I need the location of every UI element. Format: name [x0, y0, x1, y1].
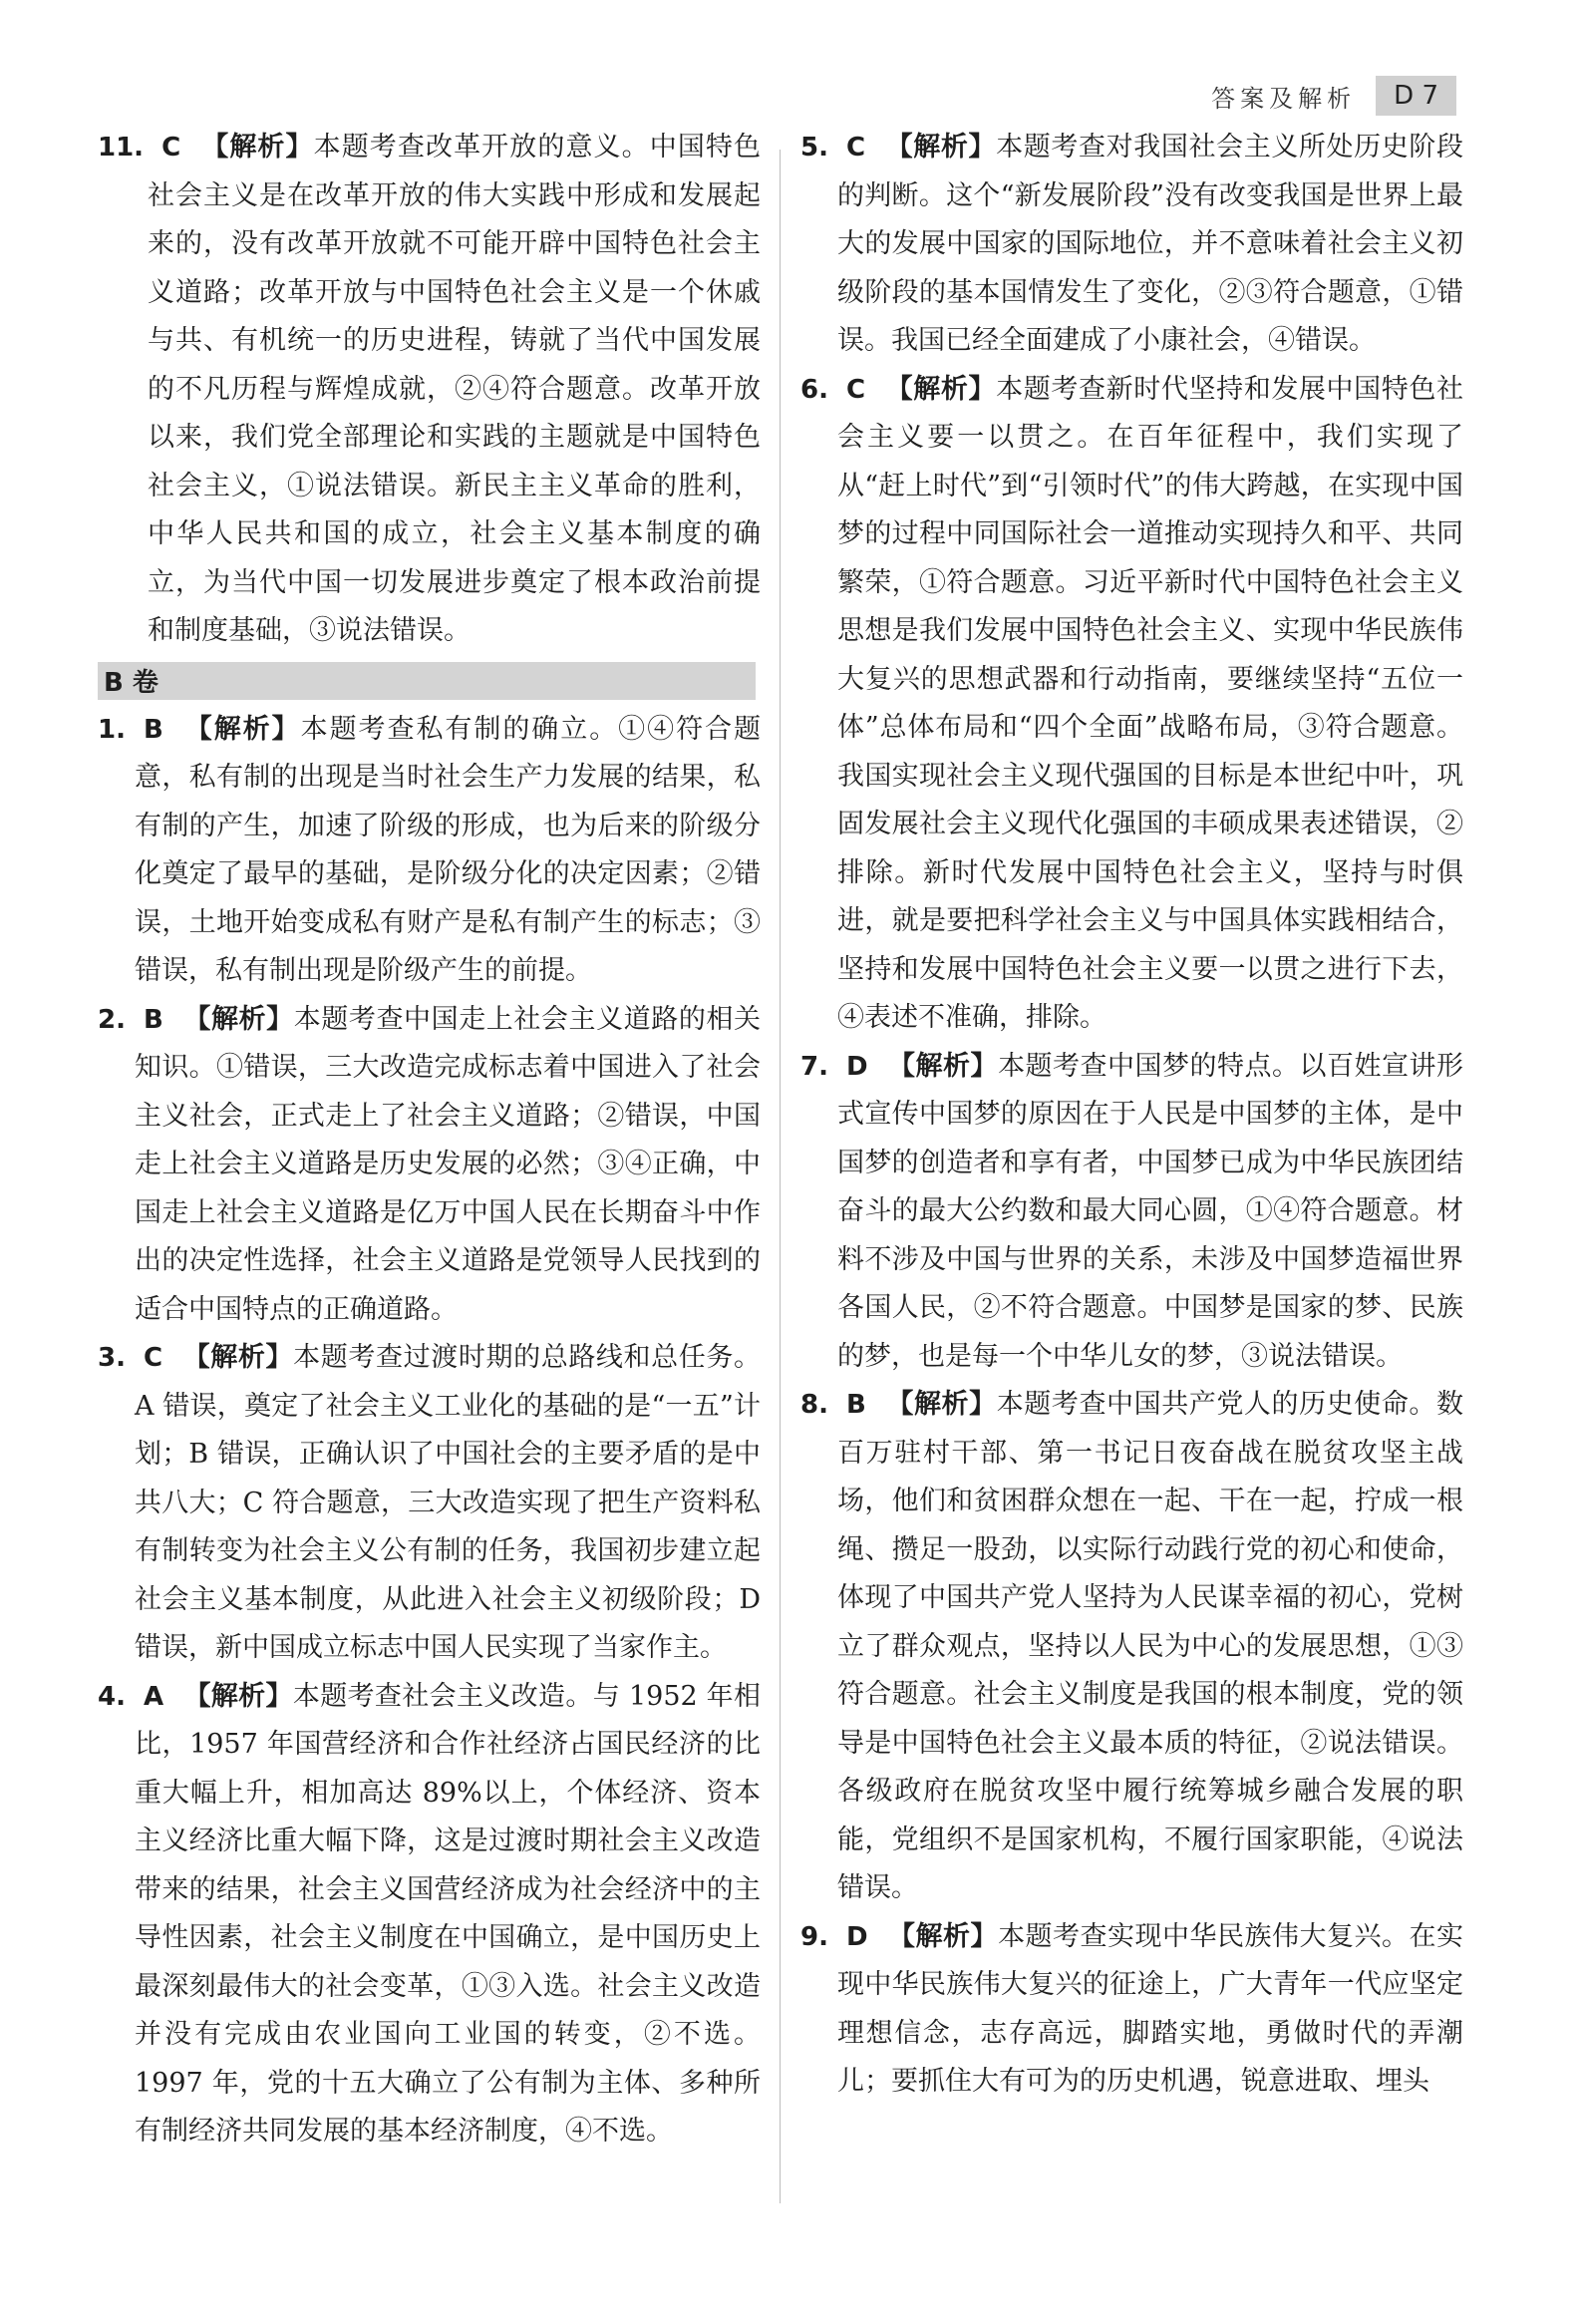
- header-title: 答案及解析: [1211, 84, 1357, 113]
- answer-item-3: [98, 1334, 761, 1673]
- analysis-tag: 【解析】: [887, 1050, 999, 1082]
- section-header-b: [98, 662, 756, 700]
- answer-letter: B: [143, 1004, 163, 1035]
- answer-item-11: [98, 124, 761, 656]
- question-number: 2.: [98, 1004, 126, 1035]
- analysis-text: 本题考查过渡时期的总路线和总任务。A 错误，奠定了社会主义工业化的基础的是“一五”计划；B 错误，正确认识了中国社会的主要矛盾的是中共八大；C 符合题意，三大改造实现了把生产资料私有制转变为社会主义公有制的任务，我国初步建立起社会主义基本制度，从此进入社会主义初级阶段；D 错误，新中国成立标志中国人民实现了当家作主。: [135, 1342, 762, 1663]
- question-number: 8.: [800, 1390, 828, 1420]
- analysis-text: 本题考查新时代坚持和发展中国特色社会主义要一以贯之。在百年征程中，我们实现了从“赶上时代”到“引领时代”的伟大跨越，在实现中国梦的过程中同国际社会一道推动实现持久和平、共同繁荣，①符合题意。习近平新时代中国特色社会主义思想是我们发展中国特色社会主义、实现中华民族伟大复兴的思想武器和行动指南，要继续坚持“五位一体”总体布局和“四个全面”战略布局，③符合题意。我国实现社会主义现代强国的目标是本世纪中叶，巩固发展社会主义现代化强国的丰硕成果表述错误，②排除。新时代发展中国特色社会主义，坚持与时俱进，就是要把科学社会主义与中国具体实践相结合，坚持和发展中国特色社会主义要一以贯之进行下去，④表述不准确，排除。: [837, 373, 1464, 1033]
- answer-item-5: [800, 124, 1463, 366]
- analysis-tag: 【解析】: [887, 1920, 999, 1952]
- section-label: B 卷: [104, 668, 158, 698]
- question-number: 11.: [98, 133, 145, 163]
- analysis-text: 本题考查社会主义改造。与 1952 年相比，1957 年国营经济和合作社经济占国民经济的比重大幅上升，相加高达 89%以上，个体经济、资本主义经济比重大幅下降，这是过渡时期社会主义改造带来的结果，社会主义国营经济成为社会经济中的主导性因素，社会主义制度在中国确立，是中国历史上最深刻最伟大的社会变革，①③入选。社会主义改造并没有完成由农业国向工业国的转变，②不选。1997 年，党的十五大确立了公有制为主体、多种所有制经济共同发展的基本经济制度，④不选。: [135, 1680, 761, 2147]
- analysis-text: 本题考查中国共产党人的历史使命。数百万驻村干部、第一书记日夜奋战在脱贫攻坚主战场，他们和贫困群众想在一起、干在一起，拧成一根绳、攒足一股劲，以实际行动践行党的初心和使命，体现了中国共产党人坚持为人民谋幸福的初心，党树立了群众观点，坚持以人民为中心的发展思想，①③符合题意。社会主义制度是我国的根本制度，党的领导是中国特色社会主义最本质的特征，②说法错误。各级政府在脱贫攻坚中履行统筹城乡融合发展的职能，党组织不是国家机构，不履行国家职能，④说法错误。: [837, 1389, 1463, 1903]
- answer-letter: C: [845, 133, 866, 163]
- analysis-text: 本题考查实现中华民族伟大复兴。在实现中华民族伟大复兴的征途上，广大青年一代应坚定理想信念，志存高远，脚踏实地，勇做时代的弄潮儿；要抓住大有可为的历史机遇，锐意进取、埋头: [837, 1920, 1464, 2097]
- page-header: [1211, 76, 1456, 116]
- analysis-tag: 【解析】: [182, 1003, 294, 1035]
- analysis-text: 本题考查中国梦的特点。以百姓宣讲形式宣传中国梦的原因在于人民是中国梦的主体，是中国梦的创造者和享有者，中国梦已成为中华民族团结奋斗的最大公约数和最大同心圆，①④符合题意。材料不涉及中国与世界的关系，未涉及中国梦造福世界各国人民，②不符合题意。中国梦是国家的梦、民族的梦，也是每一个中华儿女的梦，③说法错误。: [837, 1050, 1464, 1372]
- analysis-text: 本题考查中国走上社会主义道路的相关知识。①错误，三大改造完成标志着中国进入了社会主义社会，正式走上了社会主义道路；②错误，中国走上社会主义道路是历史发展的必然；③④正确，中国走上社会主义道路是亿万中国人民在长期奋斗中作出的决定性选择，社会主义道路是党领导人民找到的适合中国特点的正确道路。: [135, 1003, 761, 1325]
- answer-letter: C: [845, 374, 866, 405]
- page-number-badge: D 7: [1376, 76, 1456, 116]
- analysis-text: 本题考查改革开放的意义。中国特色社会主义是在改革开放的伟大实践中形成和发展起来的，没有改革开放就不可能开辟中国特色社会主义道路；改革开放与中国特色社会主义是一个休戚与共、有机统一的历史进程，铸就了当代中国发展的不凡历程与辉煌成就，②④符合题意。改革开放以来，我们党全部理论和实践的主题就是中国特色社会主义，①说法错误。新民主主义革命的胜利，中华人民共和国的成立，社会主义基本制度的确立，为当代中国一切发展进步奠定了根本政治前提和制度基础，③说法错误。: [148, 132, 762, 646]
- answer-item-9: [800, 1913, 1463, 2107]
- answer-item-6: [800, 366, 1463, 1043]
- analysis-tag: 【解析】: [885, 132, 997, 163]
- left-column: [98, 124, 761, 2157]
- analysis-text: 本题考查对我国社会主义所处历史阶段的判断。这个“新发展阶段”没有改变我国是世界上最大的发展中国家的国际地位，并不意味着社会主义初级阶段的基本国情发生了变化，②③符合题意，①错误。我国已经全面建成了小康社会，④错误。: [837, 132, 1464, 356]
- answer-letter: C: [161, 133, 181, 163]
- answer-item-2: [98, 996, 761, 1335]
- question-number: 9.: [800, 1921, 828, 1952]
- analysis-tag: 【解析】: [183, 1680, 293, 1712]
- analysis-tag: 【解析】: [182, 713, 301, 745]
- answer-letter: D: [845, 1921, 868, 1952]
- question-number: 4.: [98, 1681, 126, 1712]
- analysis-tag: 【解析】: [200, 132, 314, 163]
- answer-letter: B: [143, 714, 163, 745]
- right-column: [800, 124, 1463, 2107]
- question-number: 7.: [800, 1051, 828, 1082]
- answer-letter: C: [143, 1343, 163, 1373]
- answer-item-7: [800, 1043, 1463, 1382]
- question-number: 3.: [98, 1343, 126, 1373]
- question-number: 5.: [800, 133, 828, 163]
- answer-item-1: [98, 706, 761, 996]
- answer-letter: A: [143, 1681, 164, 1712]
- answer-item-4: [98, 1673, 761, 2157]
- question-number: 6.: [800, 374, 828, 405]
- analysis-tag: 【解析】: [885, 373, 997, 405]
- analysis-text: 本题考查私有制的确立。①④符合题意，私有制的出现是当时社会生产力发展的结果，私有制的产生，加速了阶级的形成，也为后来的阶级分化奠定了最早的基础，是阶级分化的决定因素；②错误，土地开始变成私有财产是私有制产生的标志；③错误，私有制出现是阶级产生的前提。: [135, 713, 762, 986]
- column-divider: [780, 150, 781, 2203]
- answer-letter: B: [845, 1390, 866, 1420]
- analysis-tag: 【解析】: [182, 1342, 294, 1373]
- analysis-tag: 【解析】: [885, 1389, 997, 1420]
- answer-item-8: [800, 1381, 1463, 1913]
- question-number: 1.: [98, 714, 126, 745]
- answer-letter: D: [845, 1051, 868, 1082]
